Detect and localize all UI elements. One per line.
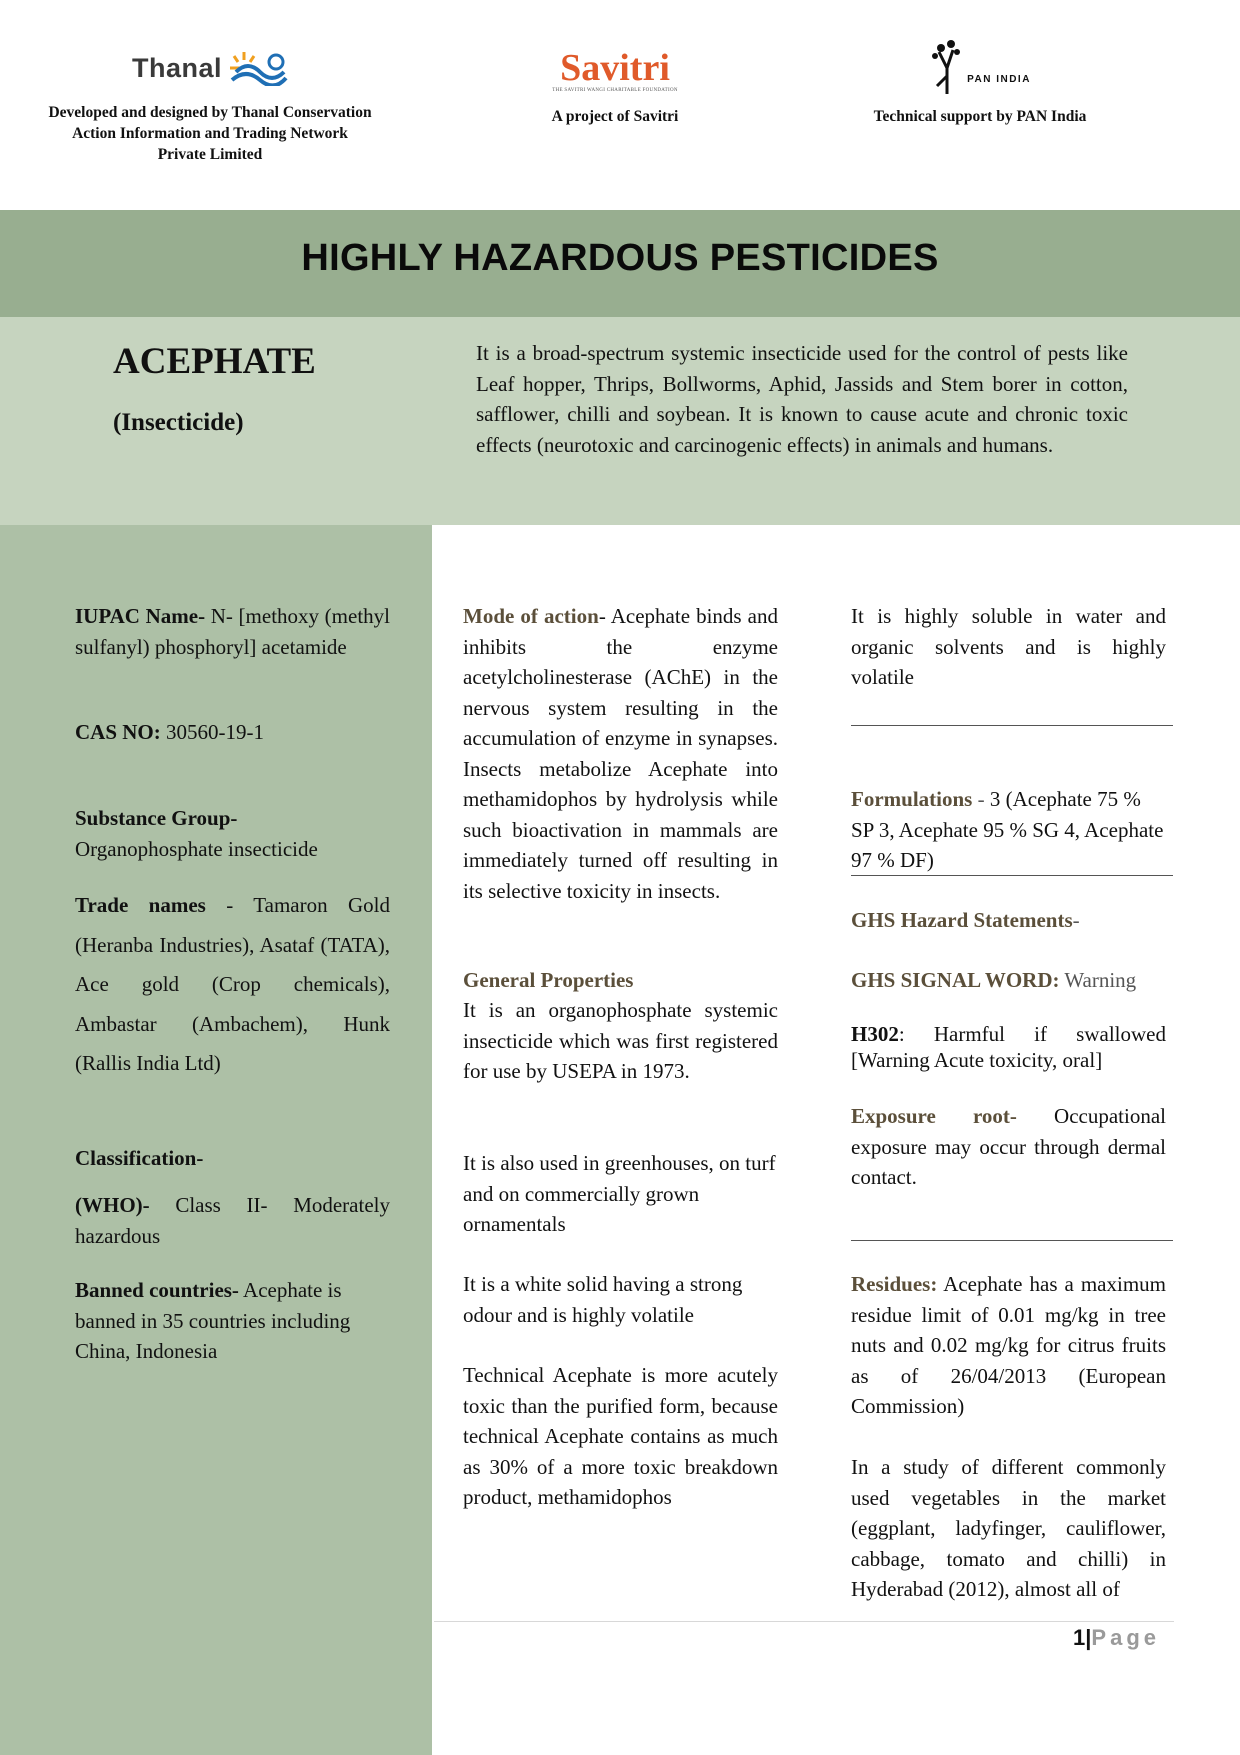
cas-label: CAS NO: <box>75 720 161 744</box>
pan-figure-icon <box>929 38 965 96</box>
general-properties-p2: It is also used in greenhouses, on turf and on commercially grown ornamentals <box>463 1151 776 1236</box>
vegetable-study: In a study of different commonly used vegetables in the market (eggplant, ladyfinger, cauliflower, cabbage, tomato and chilli) in Hyderabad (2012), almost all of <box>851 1455 1166 1601</box>
page-title: HIGHLY HAZARDOUS PESTICIDES <box>301 237 939 279</box>
exposure-root <box>851 1101 1166 1193</box>
signal-label: GHS SIGNAL WORD: <box>851 968 1060 992</box>
thanal-credit-line-2: Action Information and Trading Network <box>72 125 348 142</box>
signal-value: Warning <box>1059 968 1137 992</box>
sidebar <box>0 525 432 1755</box>
exposure-label: Exposure root- <box>851 1104 1017 1128</box>
classification-label: Classification- <box>75 1146 204 1170</box>
savitri-credit-text: A project of Savitri <box>551 108 679 125</box>
thanal-emblem-icon <box>226 50 288 86</box>
trade-value: - Tamaron Gold (Heranba Industries), Asataf (TATA), Ace gold (Crop chemicals), Ambastar (Ambachem), Hunk (Rallis India Ltd) <box>75 893 390 1075</box>
iupac-value: N- [methoxy (methyl sulfanyl) phosphoryl] acetamide <box>75 604 390 659</box>
who-label: (WHO)- <box>75 1193 150 1217</box>
h302-statement <box>851 1021 1166 1073</box>
residues-label: Residues: <box>851 1272 938 1296</box>
formulations <box>851 784 1166 876</box>
substance-label: Substance Group- <box>75 806 238 830</box>
footer-rule <box>434 1621 1174 1622</box>
h302-label: H302 <box>851 1022 899 1046</box>
ghs-label: GHS Hazard Statements <box>851 908 1073 932</box>
iupac-label: IUPAC Name- <box>75 604 206 628</box>
ghs-hazard-heading <box>851 905 1166 936</box>
divider-3 <box>851 1240 1173 1241</box>
classification-heading <box>75 1143 390 1174</box>
banned-countries <box>75 1275 390 1367</box>
formulations-dash: - <box>972 787 990 811</box>
page-word: Page <box>1091 1625 1160 1650</box>
h302-value: : Harmful if swallowed [Warning Acute toxicity, oral] <box>851 1022 1166 1072</box>
iupac-name <box>75 601 390 662</box>
general-properties-p3: It is a white solid having a strong odour and is highly volatile <box>463 1272 743 1327</box>
pan-wordmark: PAN INDIA <box>967 74 1031 85</box>
residues-value: Acephate has a maximum residue limit of 0.01 mg/kg in tree nuts and 0.02 mg/kg for citrus fruits as of 26/04/2013 (European Commission) <box>851 1272 1166 1418</box>
cas-value: 30560-19-1 <box>160 720 265 744</box>
mode-of-action <box>463 601 778 906</box>
general-properties-p1: It is an organophosphate systemic insecticide which was first registered for use by USEPA in 1973. <box>463 998 778 1083</box>
savitri-logo <box>480 48 750 98</box>
chemical-name: ACEPHATE <box>113 341 316 382</box>
page-number <box>1073 1625 1160 1651</box>
ghs-signal-word <box>851 965 1171 996</box>
pan-credit-text: Technical support by PAN India <box>873 108 1087 125</box>
thanal-credit-line-3: Private Limited <box>157 146 263 163</box>
ghs-dash: - <box>1072 908 1080 932</box>
substance-group <box>75 803 390 864</box>
savitri-tagline: THE SAVITRI WANGI CHARITABLE FOUNDATION <box>552 88 678 93</box>
page-separator: | <box>1085 1625 1092 1650</box>
residues <box>851 1269 1166 1422</box>
pan-logo <box>840 36 1120 96</box>
pan-credit <box>840 36 1120 127</box>
general-properties-p4: Technical Acephate is more acutely toxic than the purified form, because technical Acephate contains as much as 30% of a more toxic breakdown product, methamidophos <box>463 1363 778 1509</box>
thanal-wordmark: Thanal <box>131 52 222 83</box>
savitri-credit <box>480 48 750 127</box>
banned-label: Banned countries- <box>75 1278 239 1302</box>
mode-text: - Acephate binds and inhibits the enzyme acetylcholinesterase (AChE) in the nervous system resulting in the accumulation of enzyme in synapses. Insects metabolize Acephate into methamidophos by hydrolysis while such bioactivation in mammals are immediately turned off resulting in its selective toxicity in insects. <box>463 604 778 903</box>
savitri-wordmark: Savitri <box>560 47 670 89</box>
who-classification <box>75 1190 390 1251</box>
substance-value: Organophosphate insecticide <box>75 836 318 861</box>
divider-1 <box>851 725 1173 726</box>
solubility-text: It is highly soluble in water and organic solvents and is highly volatile <box>851 604 1166 689</box>
mode-label: Mode of action <box>463 604 599 628</box>
cas-number <box>75 717 390 748</box>
chemical-type: (Insecticide) <box>113 409 244 436</box>
page-number-value: 1 <box>1073 1625 1086 1650</box>
thanal-credit <box>20 48 400 165</box>
thanal-credit-line-1: Developed and designed by Thanal Conservation <box>48 104 372 121</box>
banned-value: Acephate is banned in 35 countries including China, Indonesia <box>75 1278 351 1363</box>
formulations-label: Formulations <box>851 787 973 811</box>
who-value: Class II- Moderately hazardous <box>75 1193 390 1248</box>
title-band <box>0 210 1240 317</box>
general-properties-heading: General Properties <box>463 968 634 992</box>
exposure-value: Occupational exposure may occur through dermal contact. <box>851 1104 1166 1189</box>
divider-2 <box>851 875 1173 876</box>
formulations-value: 3 (Acephate 75 % SP 3, Acephate 95 % SG 4, Acephate 97 % DF) <box>851 787 1164 872</box>
trade-names <box>75 886 390 1084</box>
thanal-logo <box>20 48 400 88</box>
chemical-intro: It is a broad-spectrum systemic insecticide used for the control of pests like Leaf hopper, Thrips, Bollworms, Aphid, Jassids and Stem borer in cotton, safflower, chilli and soybean. It is known to cause acute and chronic toxic effects (neurotoxic and carcinogenic effects) in animals and humans. <box>476 341 1128 457</box>
trade-label: Trade names <box>75 893 206 917</box>
